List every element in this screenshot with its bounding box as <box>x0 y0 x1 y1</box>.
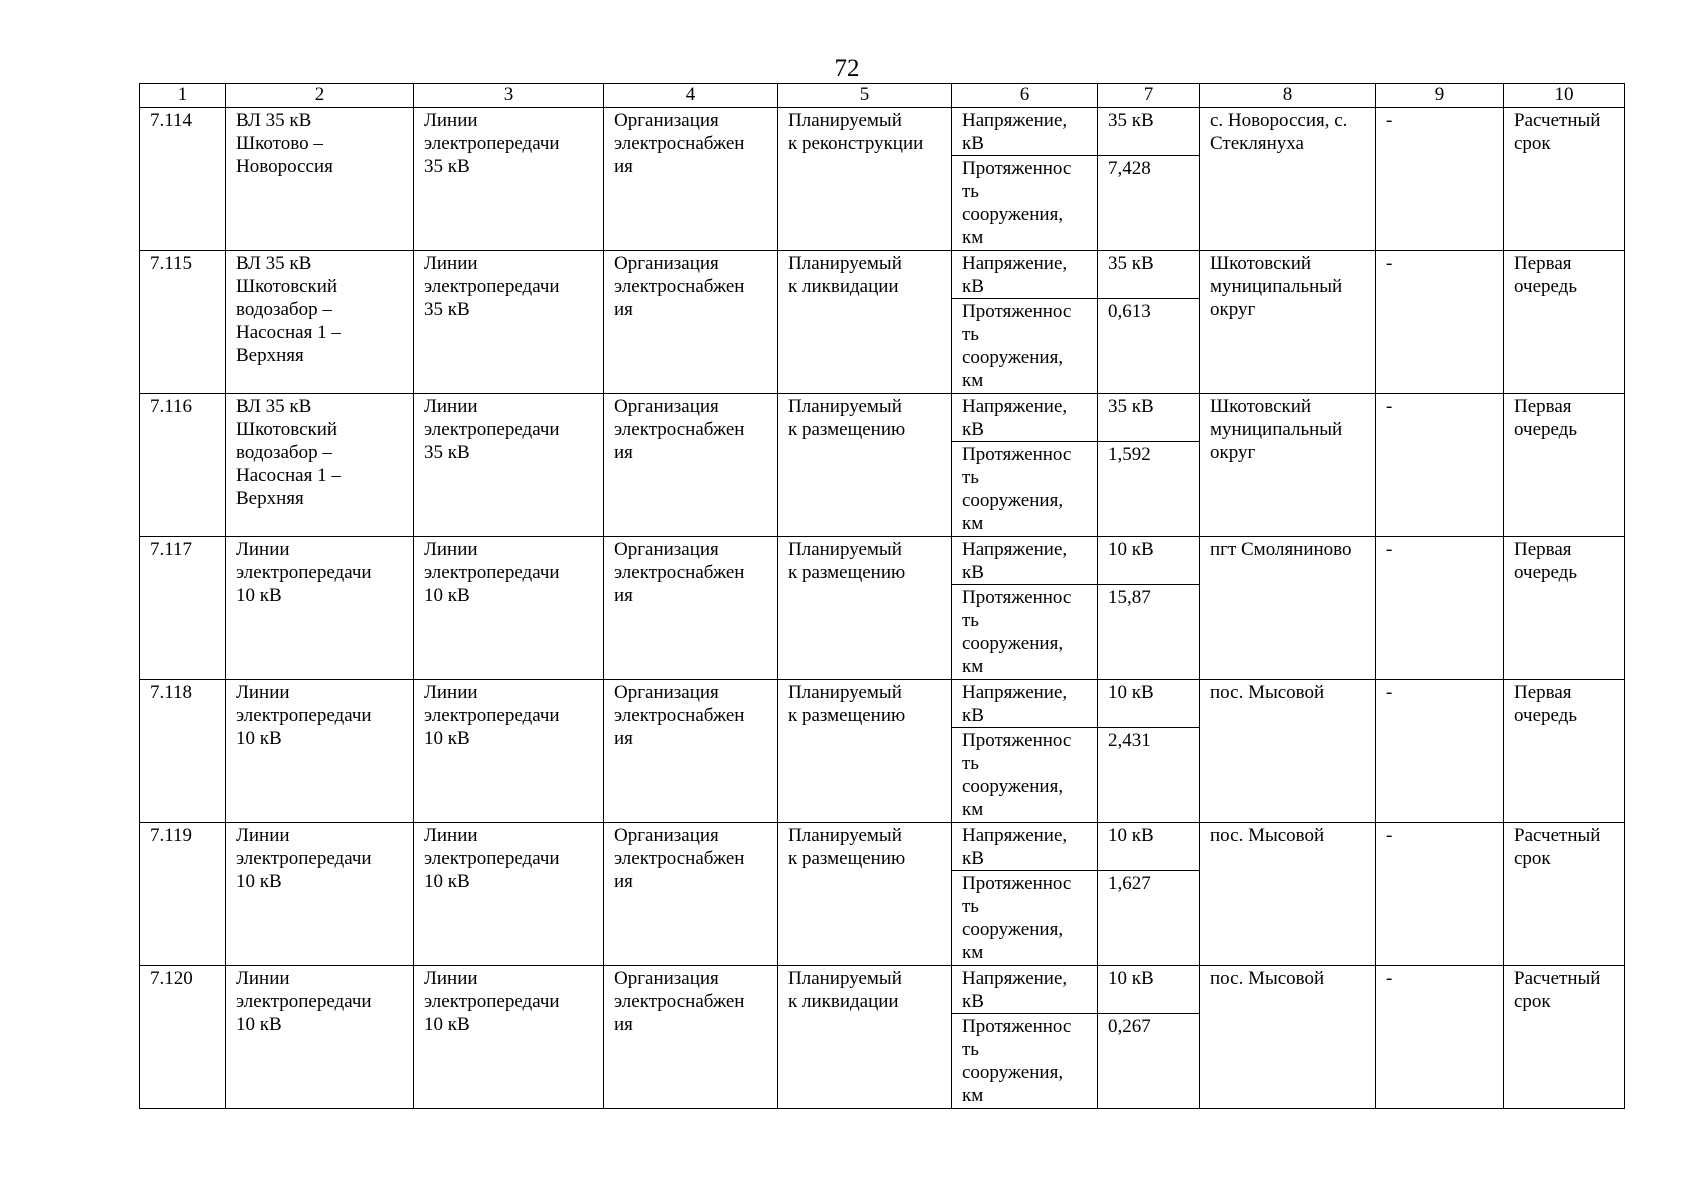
object-status <box>778 251 952 394</box>
value-length-text: 15,87 <box>1108 587 1151 608</box>
object-name <box>226 537 414 680</box>
object-status-text: Планируемый к ликвидации <box>788 968 902 1012</box>
object-term-text: Расчетный срок <box>1514 968 1601 1012</box>
value-voltage-text: 35 кВ <box>1108 253 1154 274</box>
object-location-text: Шкотовский муниципальный округ <box>1210 253 1343 320</box>
object-type-text: Линии электропередачи 10 кВ <box>424 825 560 892</box>
value-length-text: 1,627 <box>1108 873 1151 894</box>
object-status <box>778 108 952 251</box>
column-header: 5 <box>778 84 952 108</box>
object-zone <box>1376 966 1504 1109</box>
parameter-voltage-text: Напряжение, кВ <box>962 539 1068 583</box>
row-number-text: 7.118 <box>150 682 193 703</box>
parameter-length-text: Протяженнос ть сооружения, км <box>962 730 1072 820</box>
value-voltage <box>1098 823 1200 871</box>
parameter-length <box>952 299 1098 394</box>
row-number <box>140 680 226 823</box>
column-header: 1 <box>140 84 226 108</box>
object-purpose-text: Организация электроснабжен ия <box>614 110 745 177</box>
parameter-length <box>952 156 1098 251</box>
page-number: 72 <box>834 55 860 82</box>
object-term-text: Расчетный срок <box>1514 110 1601 154</box>
value-length-text: 0,267 <box>1108 1016 1151 1037</box>
column-header: 9 <box>1376 84 1504 108</box>
object-name <box>226 680 414 823</box>
parameter-voltage <box>952 251 1098 299</box>
object-status-text: Планируемый к размещению <box>788 825 906 869</box>
column-header: 7 <box>1098 84 1200 108</box>
table-row <box>140 251 1625 299</box>
parameter-voltage <box>952 394 1098 442</box>
value-voltage <box>1098 966 1200 1014</box>
row-number-text: 7.120 <box>150 968 193 989</box>
column-header: 3 <box>414 84 604 108</box>
object-purpose-text: Организация электроснабжен ия <box>614 539 745 606</box>
row-number-text: 7.115 <box>150 253 193 274</box>
object-purpose <box>604 108 778 251</box>
object-type-text: Линии электропередачи 10 кВ <box>424 539 560 606</box>
value-voltage-text: 10 кВ <box>1108 539 1154 560</box>
object-name <box>226 823 414 966</box>
object-purpose-text: Организация электроснабжен ия <box>614 825 745 892</box>
object-zone-text: - <box>1386 253 1393 274</box>
object-zone <box>1376 537 1504 680</box>
object-location-text: пгт Смоляниново <box>1210 539 1352 560</box>
object-status <box>778 823 952 966</box>
object-purpose <box>604 680 778 823</box>
object-status-text: Планируемый к размещению <box>788 396 906 440</box>
object-purpose-text: Организация электроснабжен ия <box>614 396 745 463</box>
object-purpose <box>604 251 778 394</box>
parameter-length <box>952 442 1098 537</box>
object-location <box>1200 823 1376 966</box>
value-length <box>1098 299 1200 394</box>
column-header: 6 <box>952 84 1098 108</box>
object-type-text: Линии электропередачи 10 кВ <box>424 682 560 749</box>
row-number <box>140 823 226 966</box>
object-type <box>414 537 604 680</box>
header-row <box>140 84 1625 108</box>
object-status <box>778 537 952 680</box>
object-term <box>1504 966 1625 1109</box>
object-location <box>1200 108 1376 251</box>
object-status-text: Планируемый к реконструкции <box>788 110 924 154</box>
object-term <box>1504 680 1625 823</box>
value-length-text: 1,592 <box>1108 444 1151 465</box>
parameter-voltage <box>952 966 1098 1014</box>
object-purpose <box>604 394 778 537</box>
object-name-text: Линии электропередачи 10 кВ <box>236 968 372 1035</box>
object-name <box>226 108 414 251</box>
value-length <box>1098 156 1200 251</box>
parameter-voltage-text: Напряжение, кВ <box>962 968 1068 1012</box>
object-name <box>226 394 414 537</box>
object-status-text: Планируемый к ликвидации <box>788 253 902 297</box>
objects-table <box>139 83 1625 1109</box>
parameter-length <box>952 728 1098 823</box>
value-voltage-text: 35 кВ <box>1108 396 1154 417</box>
object-status-text: Планируемый к размещению <box>788 539 906 583</box>
object-type <box>414 394 604 537</box>
object-name-text: ВЛ 35 кВ Шкотово – Новороссия <box>236 110 333 177</box>
parameter-voltage-text: Напряжение, кВ <box>962 682 1068 726</box>
object-location-text: пос. Мысовой <box>1210 968 1325 989</box>
parameter-length-text: Протяженнос ть сооружения, км <box>962 301 1072 391</box>
column-header: 2 <box>226 84 414 108</box>
value-voltage <box>1098 680 1200 728</box>
object-location-text: с. Новороссия, с. Стеклянуха <box>1210 110 1348 154</box>
object-term <box>1504 823 1625 966</box>
object-term-text: Первая очередь <box>1514 253 1578 297</box>
table-row <box>140 966 1625 1014</box>
object-purpose <box>604 823 778 966</box>
row-number <box>140 108 226 251</box>
table-row <box>140 823 1625 871</box>
object-location <box>1200 680 1376 823</box>
object-zone-text: - <box>1386 682 1393 703</box>
object-purpose <box>604 537 778 680</box>
value-voltage-text: 10 кВ <box>1108 968 1154 989</box>
object-name-text: Линии электропередачи 10 кВ <box>236 825 372 892</box>
object-location <box>1200 394 1376 537</box>
object-name-text: ВЛ 35 кВ Шкотовский водозабор – Насосная 1 – Верхняя <box>236 253 341 366</box>
table-body <box>140 108 1625 1109</box>
object-location <box>1200 537 1376 680</box>
object-type-text: Линии электропередачи 35 кВ <box>424 253 560 320</box>
parameter-length-text: Протяженнос ть сооружения, км <box>962 1016 1072 1106</box>
value-voltage-text: 10 кВ <box>1108 825 1154 846</box>
parameter-voltage <box>952 537 1098 585</box>
object-type-text: Линии электропередачи 35 кВ <box>424 396 560 463</box>
object-zone-text: - <box>1386 396 1393 417</box>
object-status <box>778 394 952 537</box>
value-length <box>1098 728 1200 823</box>
object-zone-text: - <box>1386 825 1393 846</box>
object-name <box>226 251 414 394</box>
object-purpose-text: Организация электроснабжен ия <box>614 253 745 320</box>
value-length <box>1098 442 1200 537</box>
value-length <box>1098 585 1200 680</box>
object-term-text: Первая очередь <box>1514 396 1578 440</box>
object-type-text: Линии электропередачи 10 кВ <box>424 968 560 1035</box>
object-zone <box>1376 394 1504 537</box>
row-number-text: 7.119 <box>150 825 193 846</box>
object-location <box>1200 966 1376 1109</box>
row-number-text: 7.114 <box>150 110 193 131</box>
column-header: 10 <box>1504 84 1625 108</box>
object-zone <box>1376 251 1504 394</box>
column-header: 4 <box>604 84 778 108</box>
row-number-text: 7.117 <box>150 539 193 560</box>
table-row <box>140 394 1625 442</box>
object-zone <box>1376 108 1504 251</box>
object-zone-text: - <box>1386 539 1393 560</box>
object-term <box>1504 251 1625 394</box>
object-type <box>414 966 604 1109</box>
parameter-length-text: Протяженнос ть сооружения, км <box>962 444 1072 534</box>
parameter-voltage-text: Напряжение, кВ <box>962 396 1068 440</box>
object-name-text: ВЛ 35 кВ Шкотовский водозабор – Насосная 1 – Верхняя <box>236 396 341 509</box>
table-row <box>140 108 1625 156</box>
value-voltage <box>1098 251 1200 299</box>
object-zone-text: - <box>1386 110 1393 131</box>
object-type <box>414 823 604 966</box>
value-length <box>1098 1014 1200 1109</box>
object-location-text: пос. Мысовой <box>1210 825 1325 846</box>
parameter-voltage <box>952 823 1098 871</box>
object-term-text: Первая очередь <box>1514 682 1578 726</box>
row-number <box>140 966 226 1109</box>
row-number <box>140 251 226 394</box>
object-type <box>414 680 604 823</box>
parameter-voltage-text: Напряжение, кВ <box>962 253 1068 297</box>
object-name-text: Линии электропередачи 10 кВ <box>236 682 372 749</box>
parameter-length <box>952 1014 1098 1109</box>
parameter-length <box>952 585 1098 680</box>
object-purpose <box>604 966 778 1109</box>
object-status <box>778 680 952 823</box>
object-status <box>778 966 952 1109</box>
value-length-text: 2,431 <box>1108 730 1151 751</box>
object-term <box>1504 108 1625 251</box>
object-location-text: пос. Мысовой <box>1210 682 1325 703</box>
row-number <box>140 394 226 537</box>
parameter-voltage-text: Напряжение, кВ <box>962 110 1068 154</box>
object-purpose-text: Организация электроснабжен ия <box>614 968 745 1035</box>
object-type-text: Линии электропередачи 35 кВ <box>424 110 560 177</box>
value-voltage <box>1098 108 1200 156</box>
object-type <box>414 108 604 251</box>
row-number-text: 7.116 <box>150 396 193 417</box>
object-term <box>1504 537 1625 680</box>
value-voltage-text: 35 кВ <box>1108 110 1154 131</box>
object-term-text: Расчетный срок <box>1514 825 1601 869</box>
object-status-text: Планируемый к размещению <box>788 682 906 726</box>
value-voltage <box>1098 394 1200 442</box>
value-length <box>1098 871 1200 966</box>
parameter-voltage <box>952 680 1098 728</box>
object-term-text: Первая очередь <box>1514 539 1578 583</box>
object-type <box>414 251 604 394</box>
object-zone <box>1376 823 1504 966</box>
object-purpose-text: Организация электроснабжен ия <box>614 682 745 749</box>
parameter-length-text: Протяженнос ть сооружения, км <box>962 873 1072 963</box>
parameter-voltage-text: Напряжение, кВ <box>962 825 1068 869</box>
object-term <box>1504 394 1625 537</box>
table-row <box>140 680 1625 728</box>
value-length-text: 0,613 <box>1108 301 1151 322</box>
value-voltage-text: 10 кВ <box>1108 682 1154 703</box>
object-name-text: Линии электропередачи 10 кВ <box>236 539 372 606</box>
object-zone <box>1376 680 1504 823</box>
table-row <box>140 537 1625 585</box>
parameter-voltage <box>952 108 1098 156</box>
value-voltage <box>1098 537 1200 585</box>
value-length-text: 7,428 <box>1108 158 1151 179</box>
object-location <box>1200 251 1376 394</box>
parameter-length-text: Протяженнос ть сооружения, км <box>962 587 1072 677</box>
row-number <box>140 537 226 680</box>
object-location-text: Шкотовский муниципальный округ <box>1210 396 1343 463</box>
parameter-length-text: Протяженнос ть сооружения, км <box>962 158 1072 248</box>
object-zone-text: - <box>1386 968 1393 989</box>
parameter-length <box>952 871 1098 966</box>
column-header: 8 <box>1200 84 1376 108</box>
object-name <box>226 966 414 1109</box>
